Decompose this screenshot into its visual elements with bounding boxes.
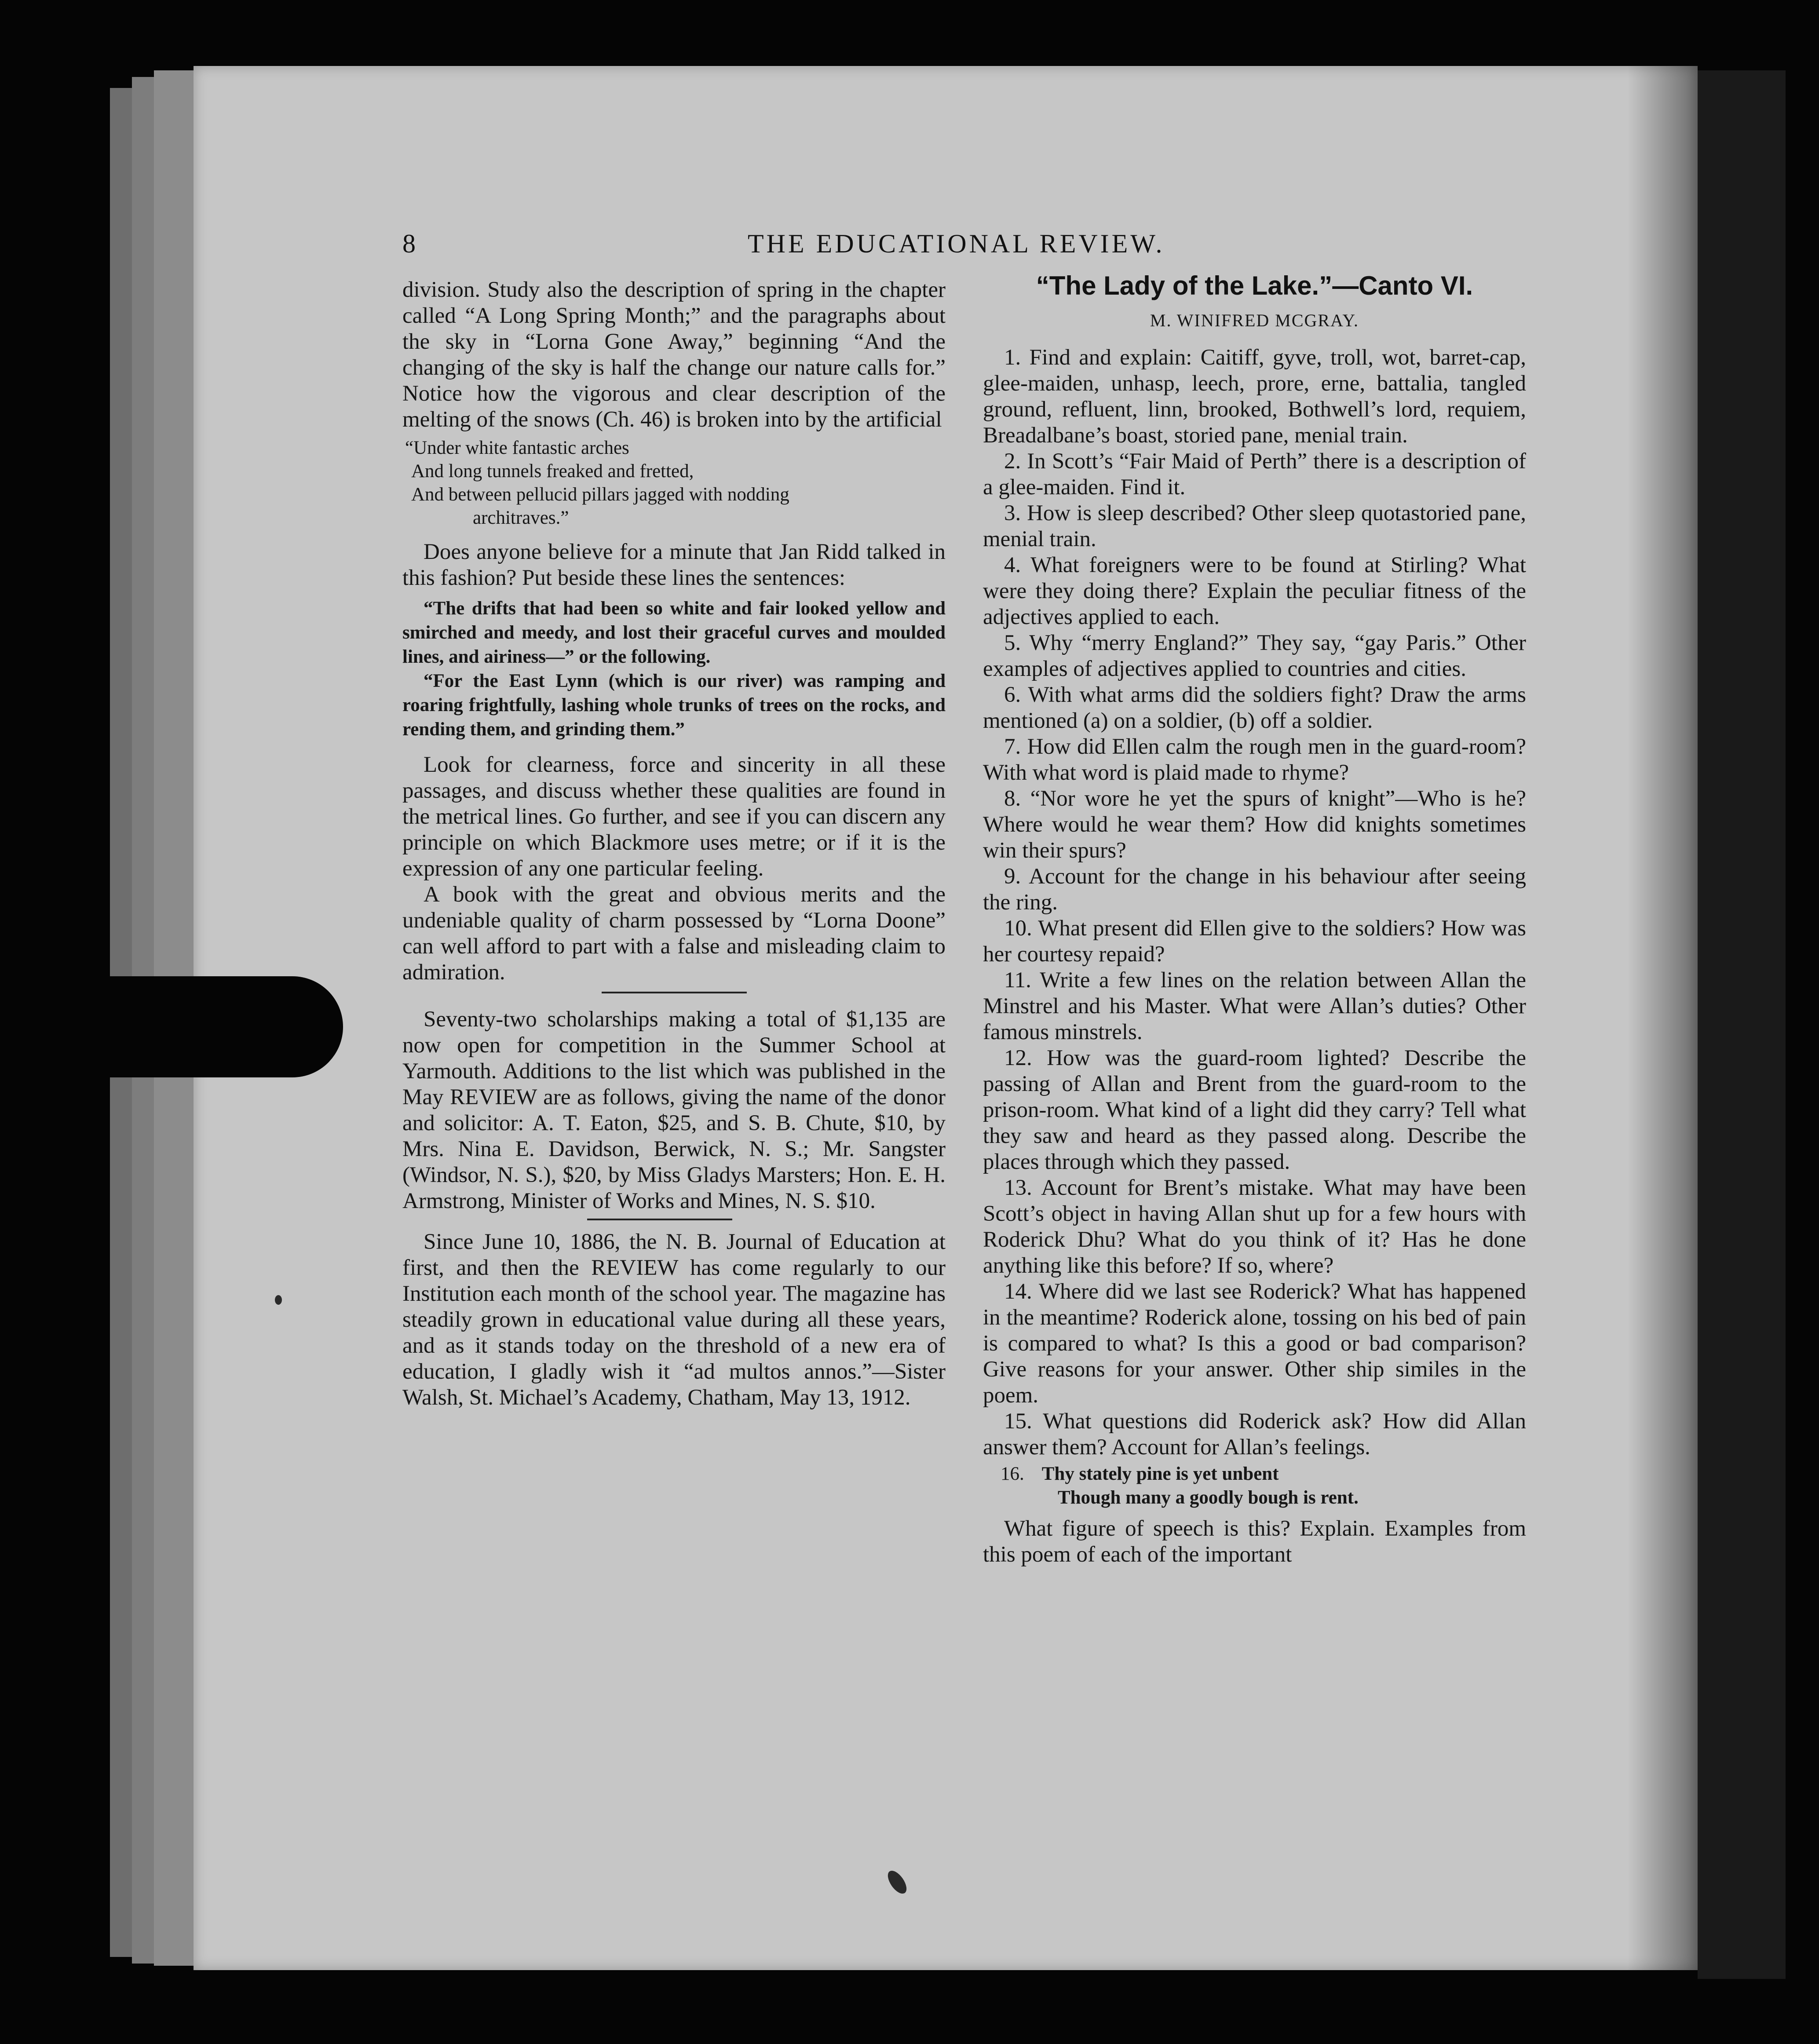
verse-line: architraves.” (473, 507, 569, 528)
question: 15. What questions did Roderick ask? How did Allan answer them? Account for Allan’s feelings. (983, 1409, 1526, 1460)
book-page (194, 66, 1698, 1970)
thumb-shadow (84, 976, 343, 1077)
paragraph: Does anyone believe for a minute that Jan Ridd talked in this fashion? Put beside these lines the sentences: (402, 540, 946, 590)
paragraph: Look for clearness, force and sincerity in all these passages, and discuss whether these qualities are found in the metrical lines. Go further, and see if you can discern any principle on which Blackmore uses metre; or if it is the expression of any one particular feeling. (402, 752, 946, 881)
running-head (194, 229, 1698, 264)
page-number: 8 (402, 229, 416, 258)
quote-sentence: “For the East Lynn (which is our river) was ramping and roaring frightfully, lashing whole trunks of trees on the rocks, and rending them, and grinding them.” (402, 671, 946, 740)
question: 5. Why “merry England?” They say, “gay Paris.” Other examples of adjectives applied to countries and cities. (983, 631, 1526, 681)
question: 14. Where did we last see Roderick? What has happened in the meantime? Roderick alone, tossing on his bed of pain is compared to what? Is this a good or bad comparison? Give reasons for your answer. Other ship similes in the poem. (983, 1279, 1526, 1408)
question-16-verse (1001, 1462, 1526, 1510)
prose-quote (402, 596, 946, 741)
question: 10. What present did Ellen give to the soldiers? How was her courtesy repaid? (983, 916, 1526, 967)
question: 7. How did Ellen calm the rough men in the guard-room? With what word is plaid made to rhyme? (983, 734, 1526, 785)
left-column (402, 277, 946, 1411)
question: 4. What foreigners were to be found at Stirling? What were they doing there? Explain the peculiar fitness of the adjectives applied to each. (983, 553, 1526, 629)
verse-text: Thy stately pine is yet unbent (1041, 1464, 1279, 1484)
question: 8. “Nor wore he yet the spurs of knight”—Who is he? Where would he wear them? How did knights sometimes win their spurs? (983, 786, 1526, 863)
paragraph: A book with the great and obvious merits and the undeniable quality of charm possessed by “Lorna Doone” can well afford to part with a false and misleading claim to admiration. (402, 882, 946, 985)
journal-title: THE EDUCATIONAL REVIEW. (748, 229, 1165, 258)
section-divider (587, 1219, 732, 1220)
facing-page-edge (1698, 70, 1786, 1979)
verse-line (1001, 1462, 1526, 1486)
question: 9. Account for the change in his behaviour after seeing the ring. (983, 864, 1526, 915)
byline: M. WINIFRED MCGRAY. (1150, 310, 1359, 330)
question: 3. How is sleep described? Other sleep quotastoried pane, menial train. (983, 501, 1526, 551)
verse-quote (405, 436, 946, 529)
question: 2. In Scott’s “Fair Maid of Perth” there is a description of a glee-maiden. Find it. (983, 449, 1526, 500)
question: 13. Account for Brent’s mistake. What may have been Scott’s object in having Allan shut up for a few hours with Roderick Dhu? What do you think of it? Has he done anything like this before? If so, where? (983, 1175, 1526, 1278)
question: 11. Write a few lines on the relation between Allan the Minstrel and his Master. What were Allan’s duties? Other famous minstrels. (983, 968, 1526, 1044)
verse-line: Though many a goodly bough is rent. (1058, 1487, 1359, 1508)
question: 6. With what arms did the soldiers fight? Draw the arms mentioned (a) on a soldier, (b) off a soldier. (983, 683, 1526, 733)
section-divider (602, 992, 747, 993)
verse-line: And between pellucid pillars jagged with nodding (411, 484, 789, 505)
stray-mark (275, 1295, 282, 1305)
paragraph: Since June 10, 1886, the N. B. Journal of Education at first, and then the REVIEW has come regularly to our Institution each month of the school year. The magazine has steadily grown in educational value during all these years, and as it stands today on the threshold of a new era of education, I gladly wish it “ad multos annos.”—Sister Walsh, St. Michael’s Academy, Chatham, May 13, 1912. (402, 1230, 946, 1410)
paragraph: Seventy-two scholarships making a total of $1,135 are now open for competition in the Summer School at Yarmouth. Additions to the list which was published in the May REVIEW are as follows, giving the name of the donor and solicitor: A. T. Eaton, $25, and S. B. Chute, $10, by Mrs. Nina E. Davidson, Berwick, N. S.; Mr. Sangster (Windsor, N. S.), $20, by Miss Gladys Marsters; Hon. E. H. Armstrong, Minister of Works and Mines, N. S. $10. (402, 1007, 946, 1213)
quote-sentence: “The drifts that had been so white and fair looked yellow and smirched and meedy, and lost their graceful curves and moulded lines, and airiness—” or the following. (402, 598, 946, 667)
paragraph: What figure of speech is this? Explain. Examples from this poem of each of the important (983, 1516, 1526, 1567)
verse-line: And long tunnels freaked and fretted, (411, 461, 694, 482)
question: 1. Find and explain: Caitiff, gyve, troll, wot, barret-cap, glee-maiden, unhasp, leech, prore, erne, battalia, tangled ground, refluent, linn, brooked, Bothwell’s lord, requiem, Breadalbane’s boast, storied pane, menial train. (983, 345, 1526, 448)
question: 12. How was the guard-room lighted? Describe the passing of Allan and Brent from the guard-room to the prison-room. What kind of a light did they carry? Tell what they saw and heard as they passed along. Describe the places through which they passed. (983, 1046, 1526, 1174)
right-column (983, 273, 1526, 1568)
paragraph: division. Study also the description of spring in the chapter called “A Long Spring Month;” and the paragraphs about the sky in “Lorna Gone Away,” beginning “And the changing of the sky is half the change our nature calls for.” Notice how the vigorous and clear description of the melting of the snows (Ch. 46) is broken into by the artificial (402, 277, 946, 432)
question-number: 16. (1001, 1464, 1024, 1484)
page-gutter-shadow (1627, 66, 1698, 1970)
verse-line: “Under white fantastic arches (405, 438, 629, 458)
article-title: “The Lady of the Lake.”—Canto VI. (1036, 271, 1473, 300)
